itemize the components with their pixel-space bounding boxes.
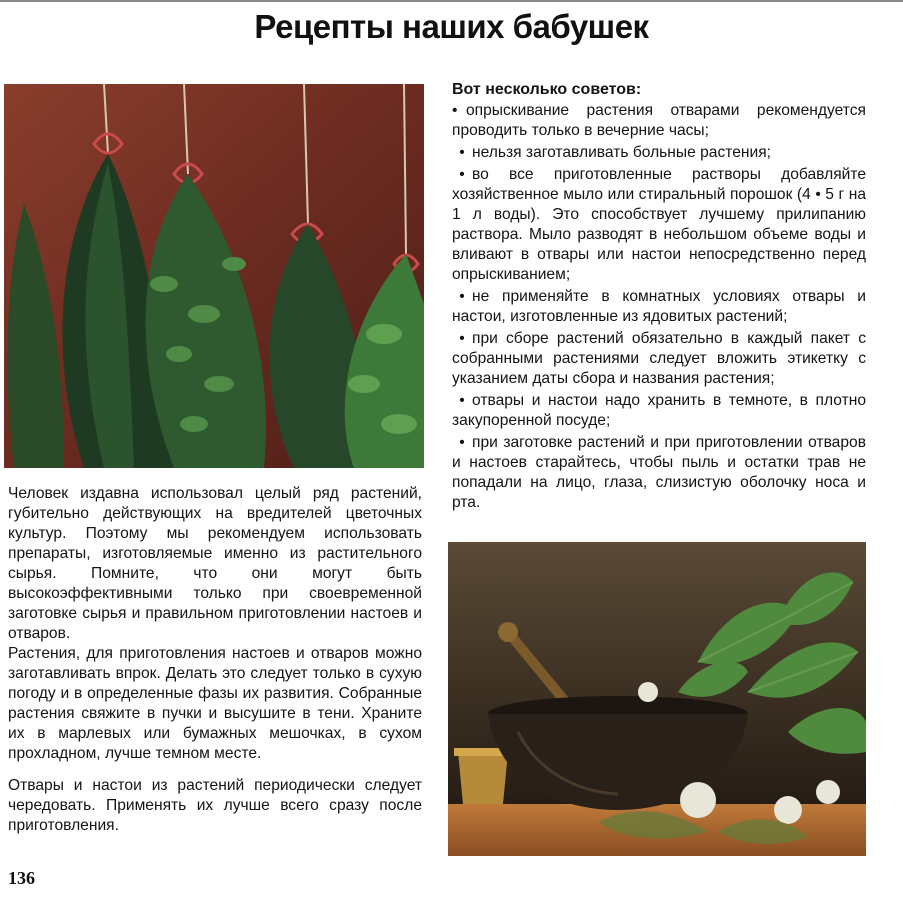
page-number: 136 [8, 868, 35, 888]
tip-item: • во все приготовленные растворы добавляйте хозяйственное мыло или стиральный порошок (4 • 5 г на 1 л воды). Это способствует лучшему прилипанию раствора. Мыло разводят в небольшом объеме воды и вливают в отвары или настои непосредственно перед опрыскиванием; [452, 165, 866, 285]
page-title: Рецепты наших бабушек [254, 8, 649, 45]
tips-list [452, 101, 866, 513]
tip-item: • нельзя заготавливать больные растения; [452, 143, 866, 163]
mortar-herbs-photo [448, 542, 866, 856]
tips-section [452, 80, 866, 515]
intro-paragraph: Человек издавна использовал целый ряд растений, губительно действующих на вредителей цветочных культур. Поэтому мы рекомендуем использовать препараты, изготовляемые именно из растительного сырья. Помните, что они могут быть высокоэффективными только при своевременной заготовке сырья и правильном приготовлении настоев и отваров. [8, 485, 422, 642]
tip-item: • не применяйте в комнатных условиях отвары и настои, изготовленные из ядовитых растений; [452, 287, 866, 327]
tip-item: • опрыскивание растения отварами рекомендуется проводить только в вечерние часы; [452, 101, 866, 141]
tips-heading: Вот несколько советов: [452, 81, 642, 98]
tip-item: • отвары и настои надо хранить в темноте, в плотно закупоренной посуде; [452, 391, 866, 431]
alternation-paragraph: Отвары и настои из растений периодически следует чередовать. Применять их лучше всего сразу после приготовления. [8, 777, 422, 834]
hanging-herbs-photo [4, 84, 424, 468]
top-rule [0, 0, 903, 2]
tip-item: • при заготовке растений и при приготовлении отваров и настоев старайтесь, чтобы пыль и остатки трав не попадали на лицо, глаза, слизистую оболочку носа и рта. [452, 433, 866, 513]
storage-paragraph: Растения, для приготовления настоев и отваров можно заготавливать впрок. Делать это следует только в сухую погоду и в определенные фазы их развития. Собранные растения свяжите в пучки и высушите в тени. Храните их в марлевых или бумажных мешочках, в сухом прохладном, лучше темном месте. [8, 645, 422, 762]
left-column-text [8, 484, 422, 836]
tip-item: • при сборе растений обязательно в каждый пакет с собранными растениями следует вложить этикетку с указанием даты сбора и названия растения; [452, 329, 866, 389]
